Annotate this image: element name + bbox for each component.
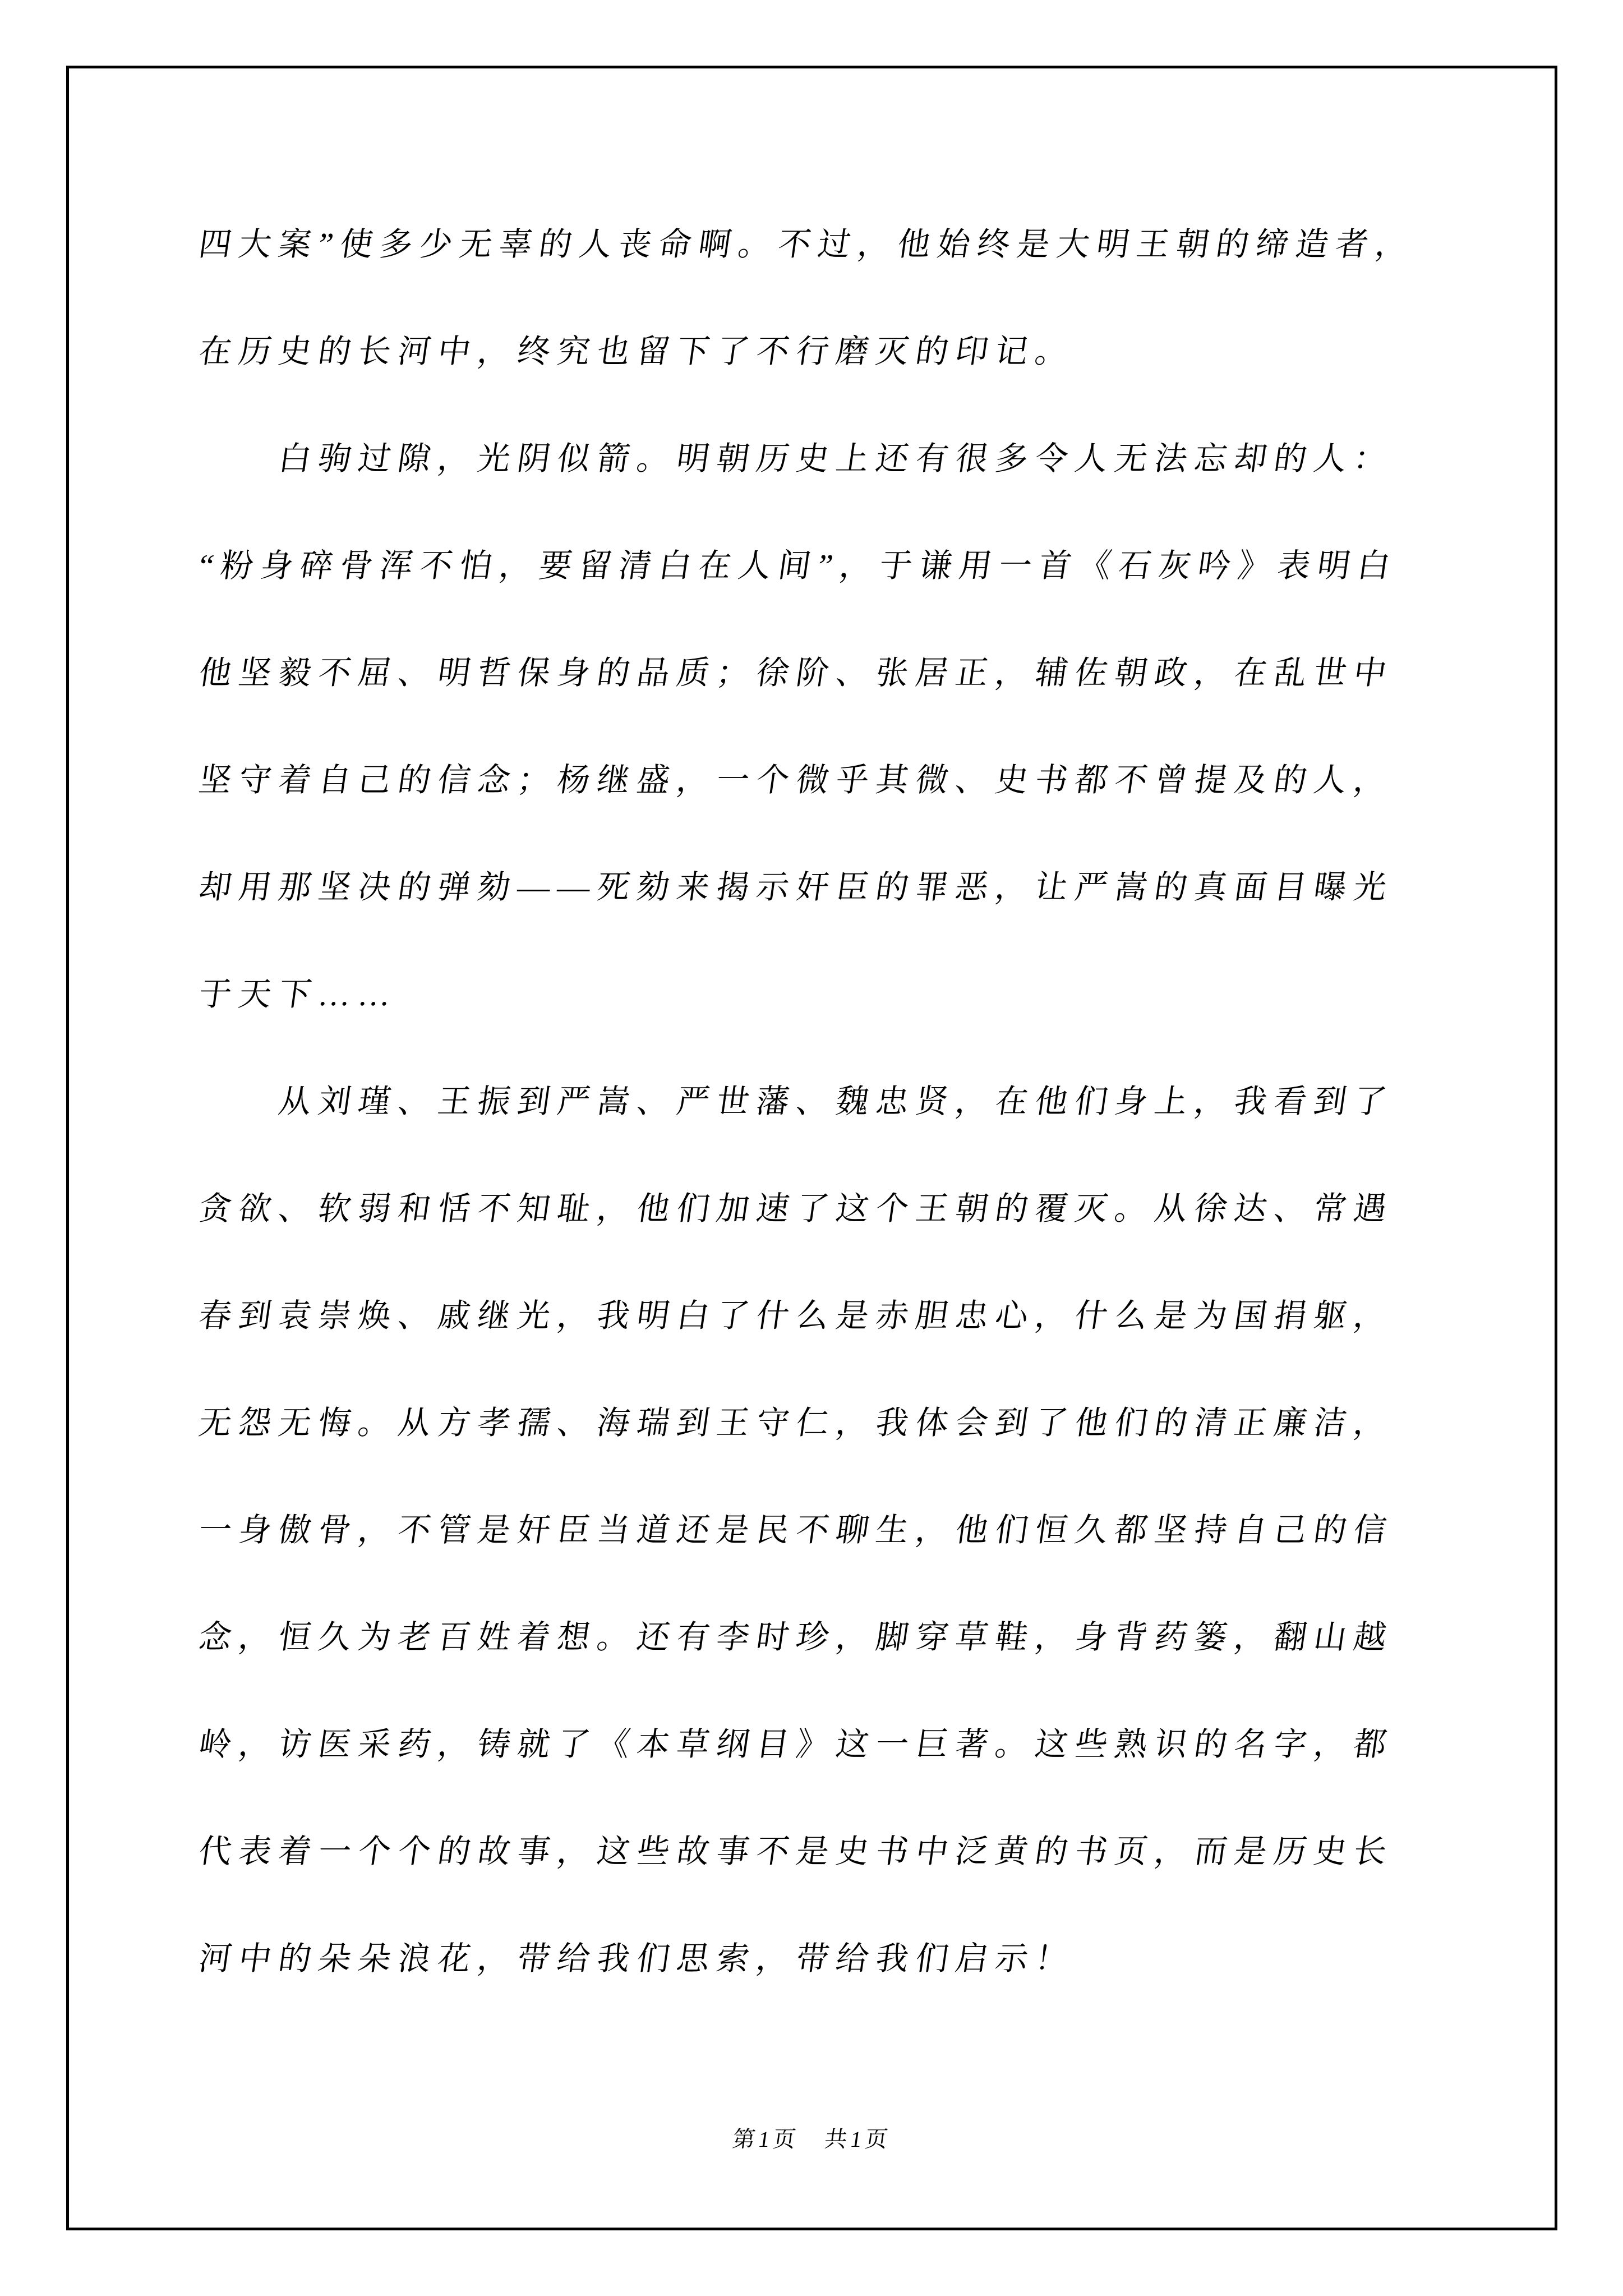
text-line: 他坚毅不屈、明哲保身的品质；徐阶、张居正，辅佐朝政，在乱世中: [196, 655, 1396, 691]
text-line: 坚守着自己的信念；杨继盛，一个微乎其微、史书都不曾提及的人，: [196, 762, 1396, 798]
text-line: 四大案”使多少无辜的人丧命啊。不过，他始终是大明王朝的缔造者，: [196, 226, 1418, 263]
text-line: “粉身碎骨浑不怕，要留清白在人间”，于谦用一首《石灰吟》表明白: [196, 547, 1400, 584]
text-line: 春到袁崇焕、戚继光，我明白了什么是赤胆忠心，什么是为国捐躯，: [196, 1297, 1396, 1334]
text-line: 念，恒久为老百姓着想。还有李时珍，脚穿草鞋，身背药篓，翻山越: [196, 1619, 1396, 1655]
essay-body: [196, 191, 1455, 2012]
text-line: 贪欲、软弱和恬不知耻，他们加速了这个王朝的覆灭。从徐达、常遇: [196, 1190, 1396, 1227]
text-line: 白驹过隙，光阴似箭。明朝历史上还有很多令人无法忘却的人：: [276, 440, 1396, 477]
text-line: 一身傲骨，不管是奸臣当道还是民不聊生，他们恒久都坚持自己的信: [196, 1512, 1396, 1548]
text-line: 从刘瑾、王振到严嵩、严世藩、魏忠贤，在他们身上，我看到了: [276, 1083, 1396, 1120]
text-line: 在历史的长河中，终究也留下了不行磨灭的印记。: [196, 333, 1078, 370]
text-line: 岭，访医采药，铸就了《本草纲目》这一巨著。这些熟识的名字，都: [196, 1726, 1396, 1763]
text-line: 代表着一个个的故事，这些故事不是史书中泛黄的书页，而是历史长: [196, 1833, 1396, 1870]
text-line: 于天下……: [196, 976, 401, 1013]
text-line: 无怨无悔。从方孝孺、海瑞到王守仁，我体会到了他们的清正廉洁，: [196, 1405, 1396, 1441]
page-number-footer: 第1页 共1页: [731, 2127, 893, 2152]
text-line: 河中的朵朵浪花，带给我们思索，带给我们启示！: [196, 1940, 1078, 1977]
text-line: 却用那坚决的弹劾——死劾来揭示奸臣的罪恶，让严嵩的真面目曝光: [196, 869, 1396, 905]
